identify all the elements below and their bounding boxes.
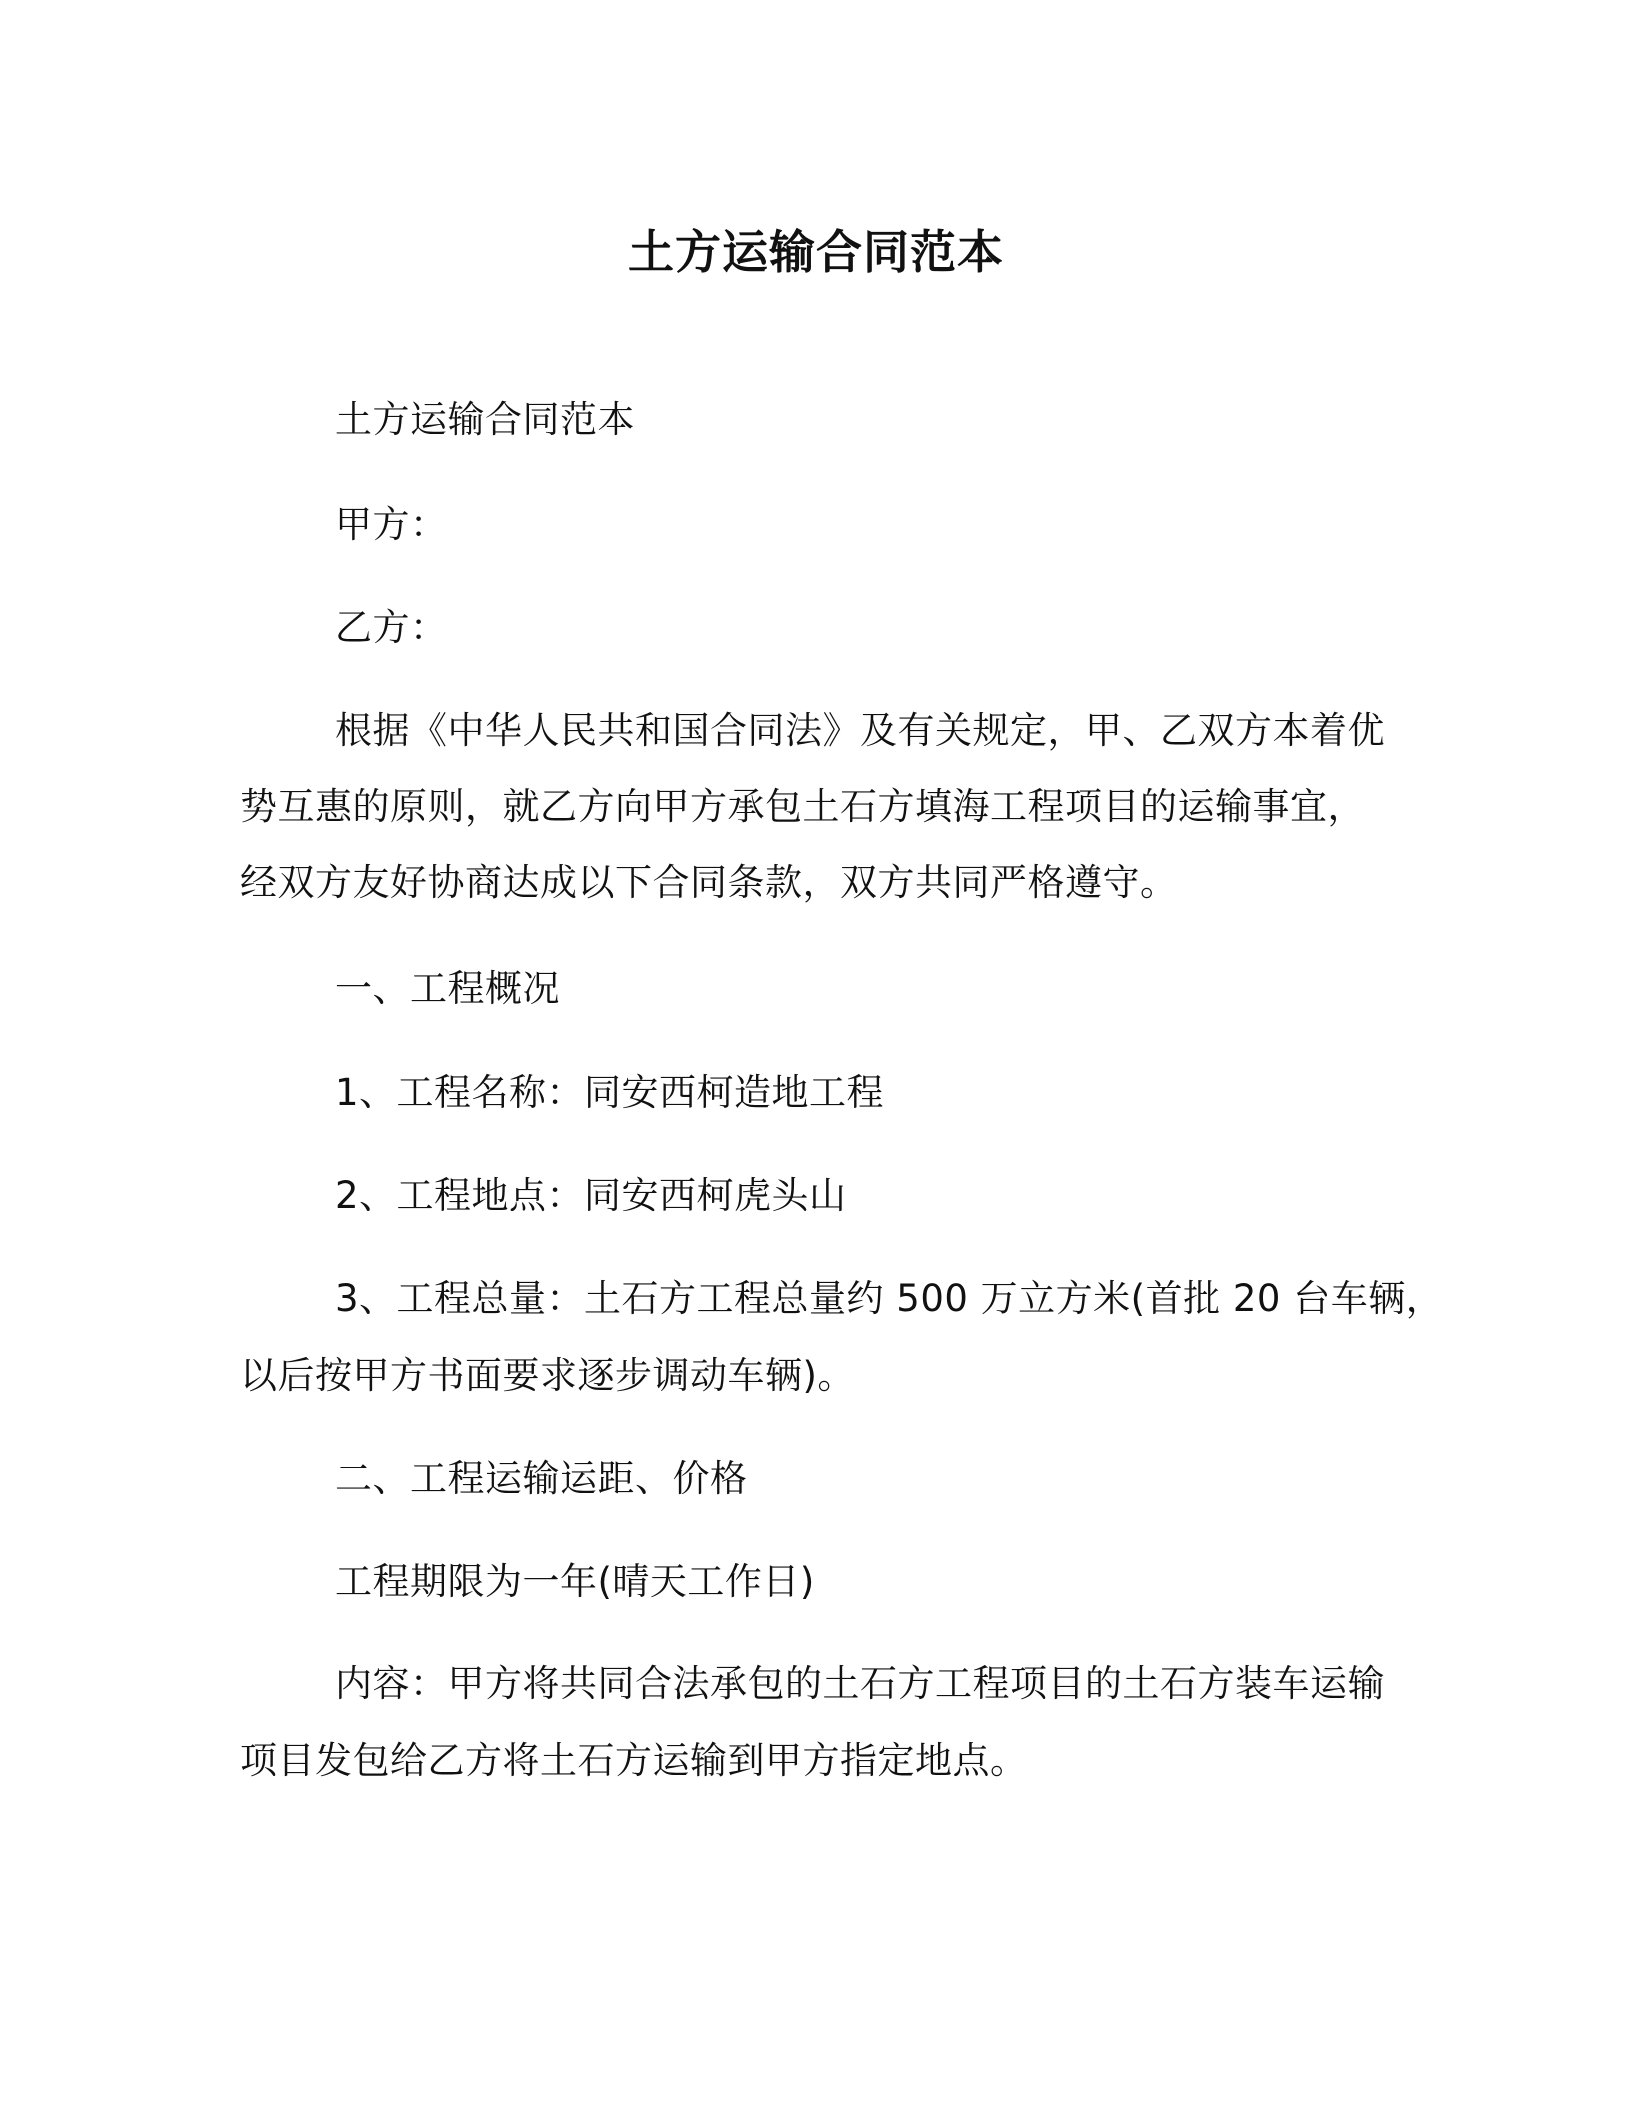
preamble-line: 根据《中华人民共和国合同法》及有关规定，甲、乙双方本着优 <box>335 709 1385 752</box>
document-title: 土方运输合同范本 <box>628 225 1004 279</box>
party-b-label: 乙方： <box>335 606 448 649</box>
section-heading: 一、工程概况 <box>335 967 560 1010</box>
party-a-label: 甲方： <box>335 503 448 546</box>
section-heading: 二、工程运输运距、价格 <box>335 1457 748 1500</box>
document-subtitle: 土方运输合同范本 <box>335 398 635 441</box>
list-item: 3、工程总量：土石方工程总量约 500 万立方米(首批 20 台车辆， <box>335 1277 1444 1320</box>
list-item-continuation: 以后按甲方书面要求逐步调动车辆)。 <box>240 1354 855 1397</box>
paragraph-line: 项目发包给乙方将土石方运输到甲方指定地点。 <box>240 1739 1028 1782</box>
paragraph: 工程期限为一年(晴天工作日) <box>335 1560 815 1603</box>
list-item: 1、工程名称：同安西柯造地工程 <box>335 1071 885 1114</box>
preamble-line: 势互惠的原则，就乙方向甲方承包土石方填海工程项目的运输事宜， <box>240 785 1365 828</box>
preamble-line: 经双方友好协商达成以下合同条款，双方共同严格遵守。 <box>240 861 1178 904</box>
paragraph-line: 内容：甲方将共同合法承包的土石方工程项目的土石方装车运输 <box>335 1662 1385 1705</box>
list-item: 2、工程地点：同安西柯虎头山 <box>335 1174 847 1217</box>
